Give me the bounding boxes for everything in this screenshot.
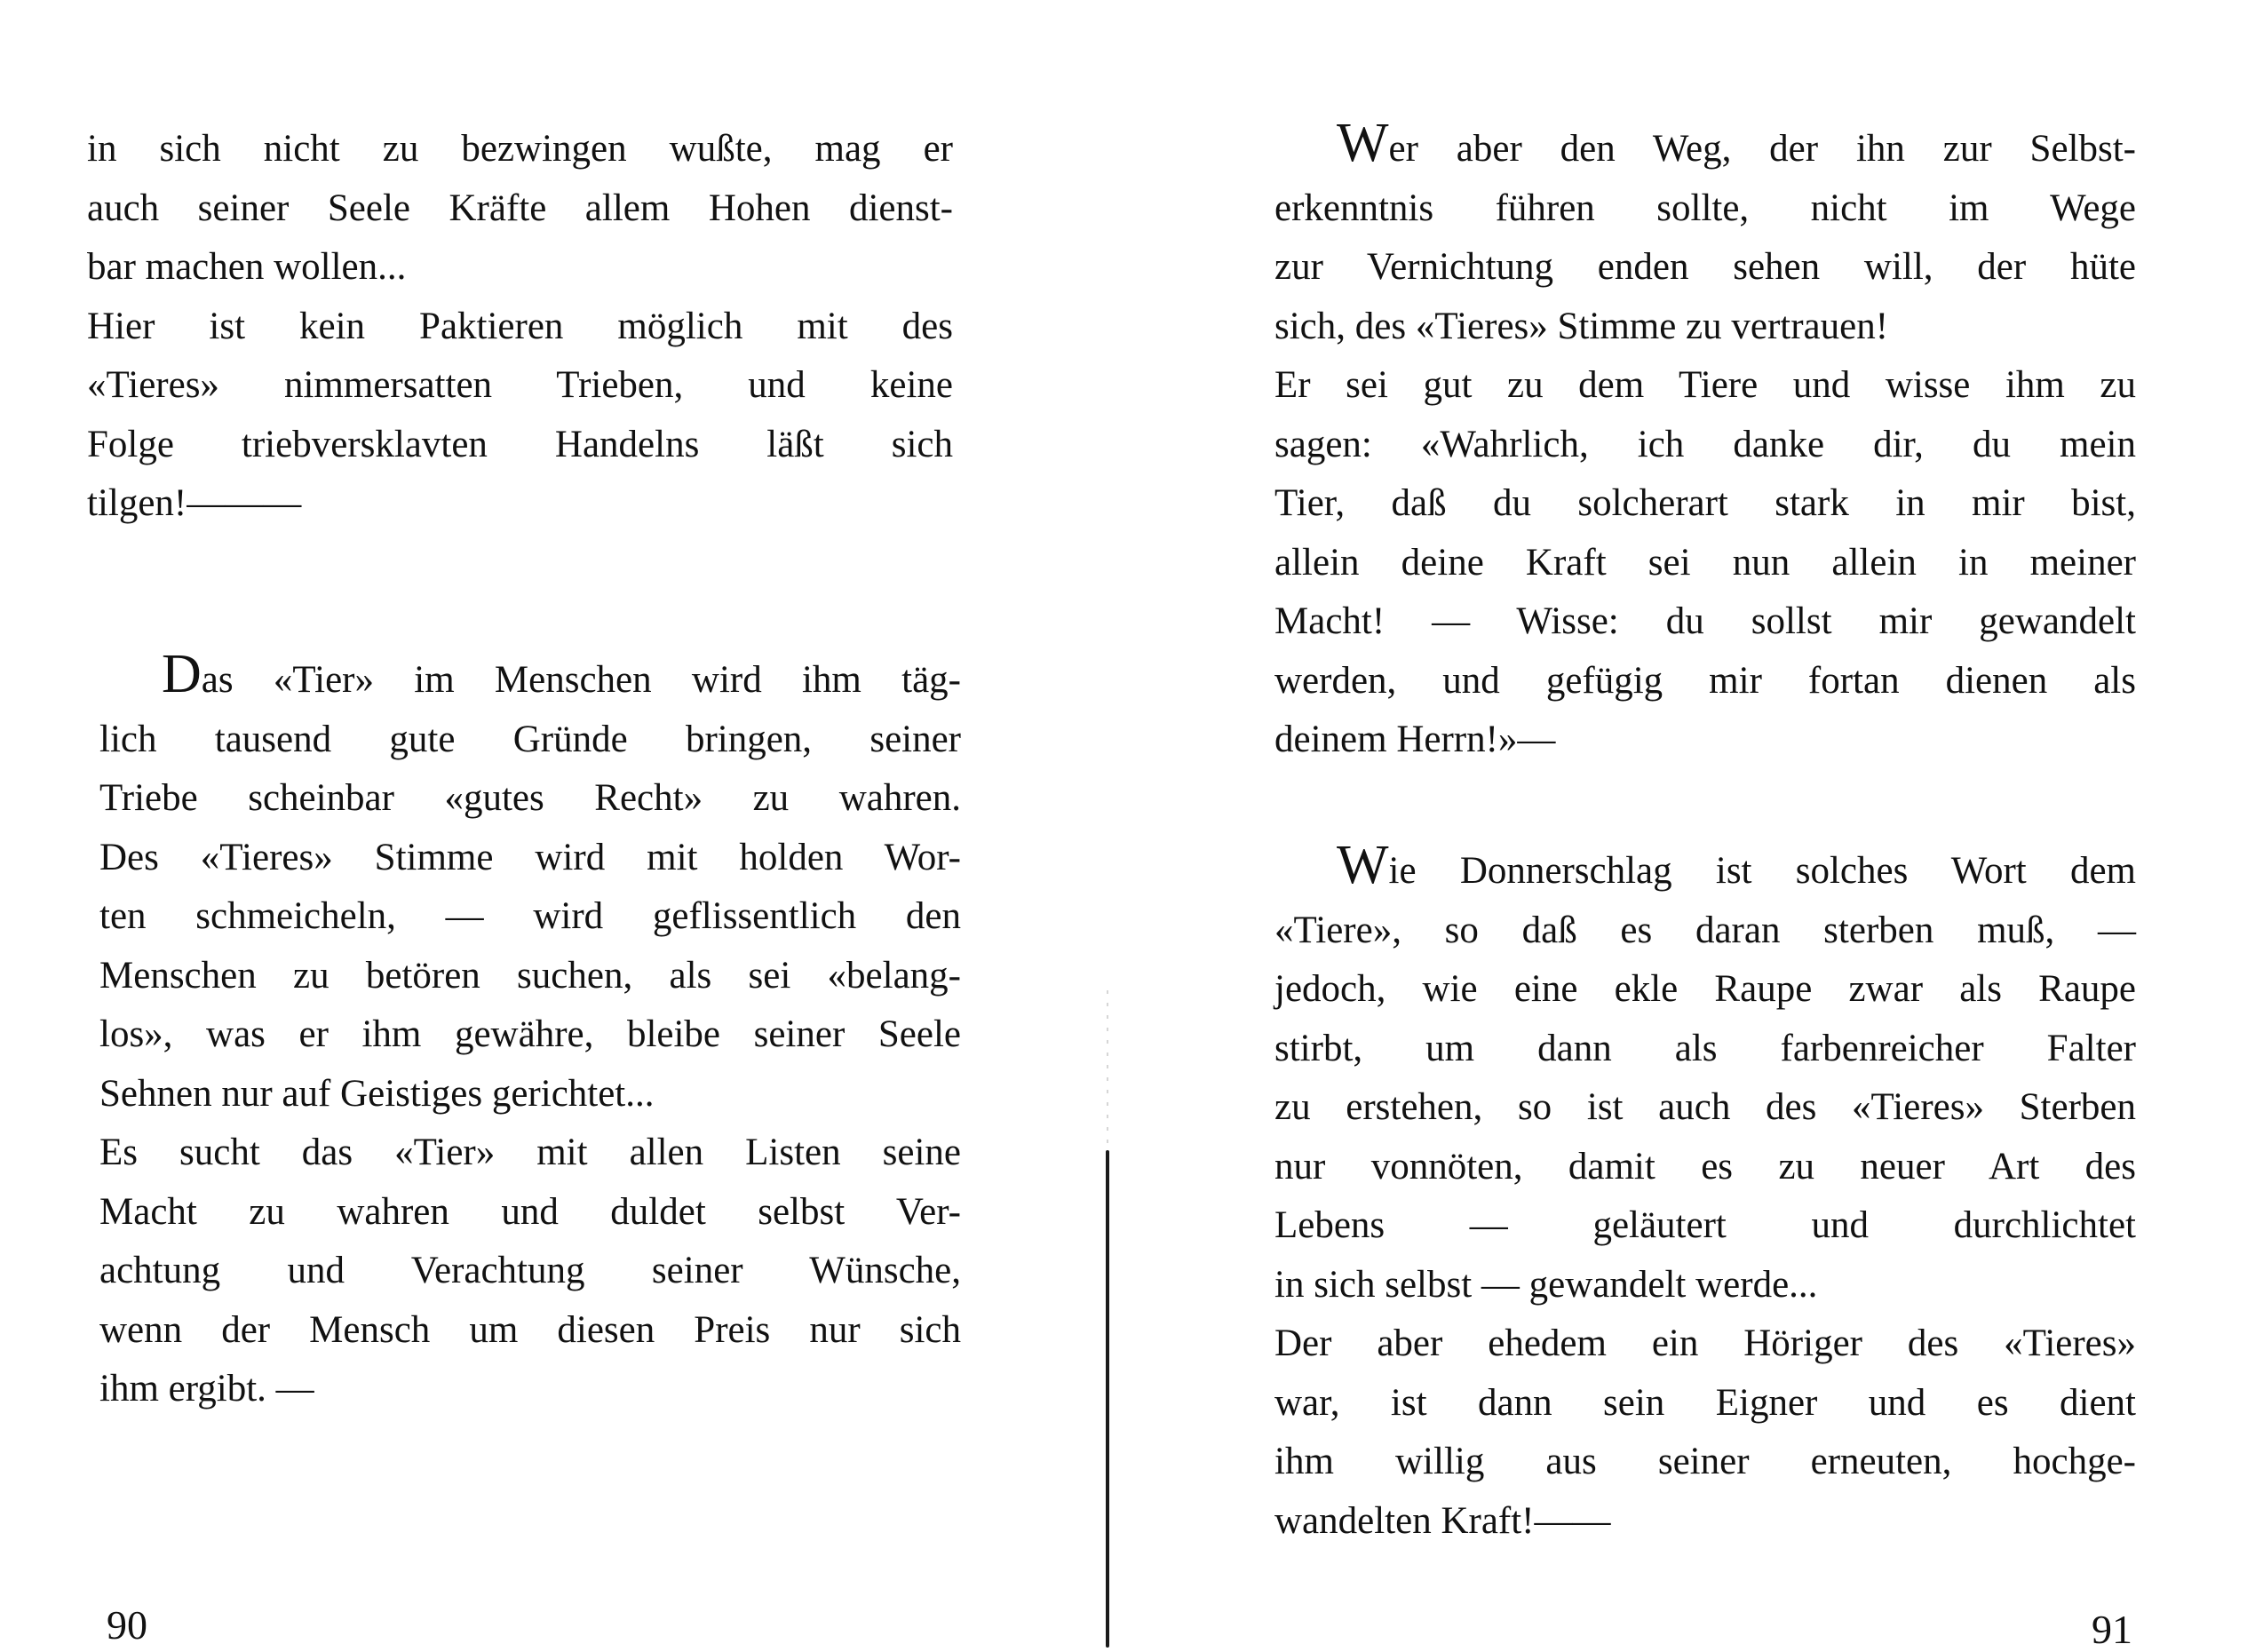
text-line: Der aber ehedem ein Höriger des «Tieres» — [1274, 1322, 2136, 1364]
left-paragraph-2 — [99, 644, 961, 1419]
text-line: in sich selbst — gewandelt werde... — [1274, 1263, 1818, 1306]
text-line — [99, 644, 961, 711]
text-line: bar machen wollen... — [87, 246, 407, 288]
text-line: nur vonnöten, damit es zu neuer Art des — [1274, 1145, 2136, 1187]
right-paragraph-1 — [1274, 113, 2136, 770]
text-line: ihm ergibt. — — [99, 1368, 314, 1410]
left-page — [0, 0, 1101, 1648]
text-line: Sehnen nur auf Geistiges gerichtet... — [99, 1072, 655, 1115]
text-line — [1274, 113, 2136, 179]
book-gutter — [1105, 990, 1110, 1648]
page-number: 90 — [107, 1602, 147, 1648]
text-line: zur Vernichtung enden sehen will, der hüte — [1274, 246, 2136, 288]
drop-cap: W — [1337, 113, 1389, 173]
text-line: werden, und gefügig mir fortan dienen als — [1274, 659, 2136, 702]
text-line: ihm willig aus seiner erneuten, hochge- — [1274, 1441, 2136, 1482]
right-paragraph-2 — [1274, 835, 2136, 1551]
text-line-rest: er aber den Weg, der ihn zur Selbst- — [1388, 128, 2136, 170]
text-line: erkenntnis führen sollte, nicht im Wege — [1274, 187, 2136, 229]
text-line: Macht! — Wisse: du sollst mir gewandelt — [1274, 600, 2136, 642]
text-line: Tier, daß du solcherart stark in mir bist, — [1274, 482, 2136, 524]
text-line: zu erstehen, so ist auch des «Tieres» Sterben — [1274, 1086, 2136, 1128]
right-page — [1146, 0, 2247, 1652]
text-line: deinem Herrn!»— — [1274, 719, 1556, 760]
text-line: wenn der Mensch um diesen Preis nur sich — [99, 1308, 961, 1351]
text-line: jedoch, wie eine ekle Raupe zwar als Raupe — [1274, 968, 2136, 1010]
text-line: Es sucht das «Tier» mit allen Listen seine — [99, 1132, 961, 1173]
text-line: allein deine Kraft sei nun allein in meiner — [1274, 541, 2136, 584]
text-line: sagen: «Wahrlich, ich danke dir, du mein — [1274, 423, 2136, 465]
text-line: in sich nicht zu bezwingen wußte, mag er — [87, 128, 953, 170]
text-line-rest: ie Donnerschlag ist solches Wort dem — [1388, 850, 2136, 892]
text-line: wandelten Kraft!—— — [1274, 1499, 1611, 1542]
text-line: war, ist dann sein Eigner und es dient — [1274, 1381, 2136, 1424]
drop-cap: D — [162, 644, 202, 704]
text-line: auch seiner Seele Kräfte allem Hohen dienst- — [87, 187, 953, 229]
text-line: Menschen zu betören suchen, als sei «belang- — [99, 954, 961, 997]
text-line: Er sei gut zu dem Tiere und wisse ihm zu — [1274, 364, 2136, 406]
text-line: Hier ist kein Paktieren möglich mit des — [87, 305, 953, 347]
text-line: lich tausend gute Gründe bringen, seiner — [99, 718, 961, 760]
drop-cap: W — [1337, 835, 1389, 895]
text-line: «Tiere», so daß es daran sterben muß, — — [1274, 909, 2136, 951]
text-line: Lebens — geläutert und durchlichtet — [1274, 1204, 2136, 1246]
text-line: Des «Tieres» Stimme wird mit holden Wor- — [99, 836, 961, 878]
page-number: 91 — [2092, 1607, 2132, 1652]
text-line: ten schmeicheln, — wird geflissentlich den — [99, 895, 961, 937]
text-line: Macht zu wahren und duldet selbst Ver- — [99, 1190, 961, 1233]
text-line: tilgen!——— — [87, 482, 302, 524]
text-line: «Tieres» nimmersatten Trieben, und keine — [87, 364, 953, 406]
gutter-shadow-faint — [1107, 990, 1108, 1150]
gutter-shadow — [1106, 1150, 1109, 1648]
text-line: sich, des «Tieres» Stimme zu vertrauen! — [1274, 305, 1889, 347]
text-line — [1274, 835, 2136, 901]
text-line: los», was er ihm gewähre, bleibe seiner Seele — [99, 1013, 961, 1055]
left-paragraph-1 — [87, 120, 953, 534]
text-line: Triebe scheinbar «gutes Recht» zu wahren. — [99, 777, 961, 819]
text-line: stirbt, um dann als farbenreicher Falter — [1274, 1027, 2136, 1069]
text-line: achtung und Verachtung seiner Wünsche, — [99, 1250, 961, 1291]
text-line: Folge triebversklavten Handelns läßt sich — [87, 423, 953, 465]
text-line-rest: as «Tier» im Menschen wird ihm täg- — [201, 659, 961, 701]
